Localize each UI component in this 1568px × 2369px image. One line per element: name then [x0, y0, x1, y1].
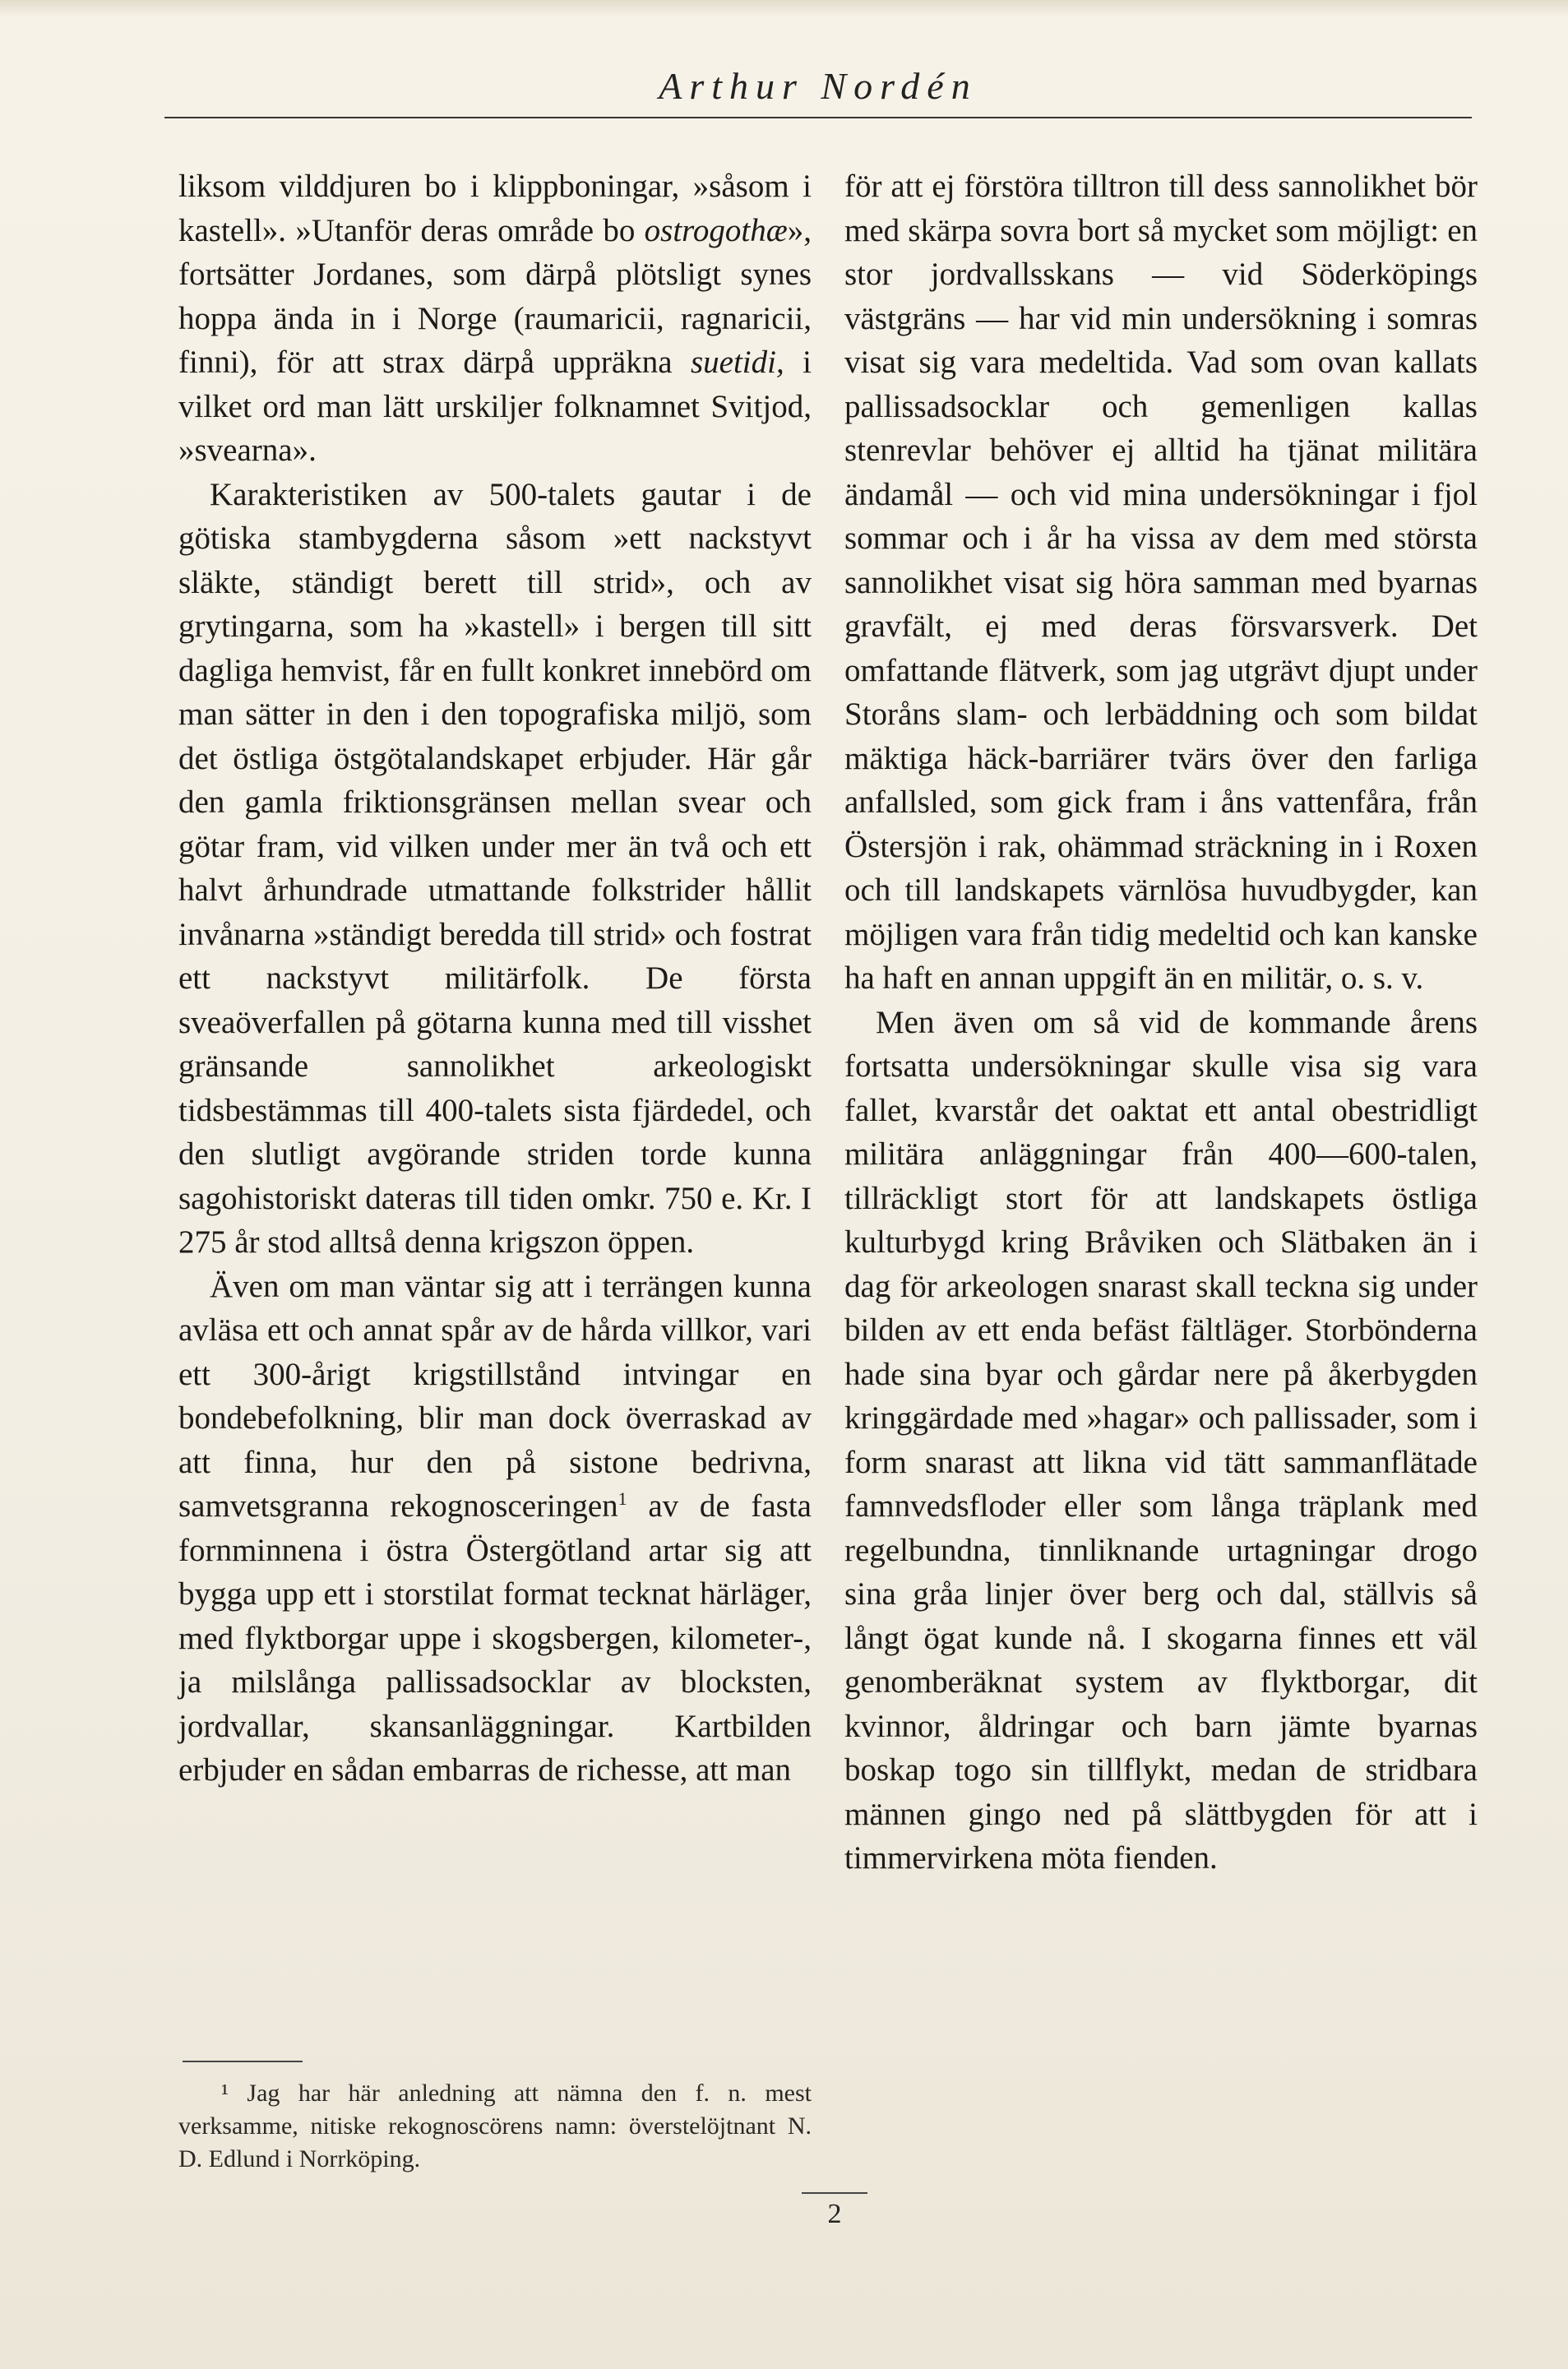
- left-paragraph-3: [178, 1265, 812, 1793]
- right-paragraph-1: för att ej förstöra tilltron till dess sannolikhet bör med skärpa sovra bort så mycket som möjligt: en stor jordvallsskans — vid Söderköpings västgräns — har vid min undersökning i somras visat sig vara medeltida. Vad som ovan kallats pallissadsocklar och gemenligen kallas stenrevlar behöver ej alltid ha tjänat militära ändamål — och vid mina undersökningar i fjol sommar och i år ha vissa av dem med största sannolikhet visat sig höra samman med byarnas gravfält, ej med deras försvarsverk. Det omfattande flätverk, som jag utgrävt djupt under Storåns slam- och lerbäddning och som bildat mäktiga häck-barriärer tvärs över den farliga anfallsled, som gick fram i åns vattenfåra, från Östersjön i rak, ohämmad sträckning in i Roxen och till landskapets värnlösa huvudbygder, kan möjligen vara från tidig medeltid och kan kanske ha haft en annan uppgift än en militär, o. s. v.: [844, 169, 1478, 996]
- italic-term: suetidi,: [690, 345, 784, 380]
- italic-term: ostrogothæ: [644, 212, 788, 248]
- left-paragraph-2: Karakteristiken av 500-talets gautar i de götiska stambygderna såsom »ett nackstyvt släkte, ständigt berett till strid», och av grytingarna, som ha »kastell» i bergen till sitt dagliga hemvist, får en fullt konkret innebörd om man sätter in den i den topografiska miljö, som det östliga östgötalandskapet erbjuder. Här går den gamla friktionsgränsen mellan svear och götar fram, vid vilken under mer än två och ett halvt århundrade utmattande folkstrider hållit invånarna »ständigt beredda till strid» och fostrat ett nackstyvt militärfolk. De första sveaöverfallen på götarna kunna med till visshet gränsande sannolikhet arkeologiskt tidsbestämmas till 400-talets sista fjärdedel, och den slutligt avgörande striden torde kunna sagohistoriskt dateras till tiden omkr. 750 e. Kr. I 275 år stod alltså denna krigszon öppen.: [178, 476, 812, 1260]
- footnote-rule: [183, 2061, 303, 2062]
- header-rule: [164, 117, 1472, 118]
- left-paragraph-3-cont: av de fasta fornminnena i östra Östergötland artar sig att bygga upp ett i storstilat format tecknat härläger, med flyktborgar uppe i skogsbergen, kilometer-, ja milslånga pallissadsocklar av blocksten, jordvallar, skansanläggningar. Kartbilden erbjuder en sådan embarras de richesse, att man: [178, 1488, 812, 1788]
- running-header: [164, 64, 1472, 123]
- left-paragraph-1-text: liksom vilddjuren bo i klippboningar, »såsom i kastell». »Utanför deras område bo ostrogothæ», fortsätter Jordanes, som därpå plötsligt synes hoppa ända in i Norge (raumaricii, ragnaricii, finni), för att strax därpå uppräkna suetidi, i vilket ord man lätt urskiljer folknamnet Svitjod, »svearna».: [178, 169, 812, 468]
- page-number: 2: [827, 2199, 842, 2229]
- footnote-marker: 1: [617, 1488, 627, 1509]
- right-paragraph-2: Men även om så vid de kommande årens fortsatta undersökningar skulle visa sig vara fallet, kvarstår det oaktat ett antal obestridligt militära anläggningar från 400—600-talen, tillräckligt stort för att landskapets östliga kulturbygd kring Bråviken och Slätbaken än i dag för arkeologen snarast skall teckna sig under bilden av ett enda befäst fältläger. Storbönderna hade sina byar och gårdar nere på åkerbygden kringgärdade med »hagar» och pallissader, som i form snarast att likna vid tätt sammanflätade famnvedsfloder eller som långa träplank med regelbundna, tinnliknande urtagningar drogo sina gråa linjer över berg och dal, ställvis så långt ögat kunde nå. I skogarna finnes ett väl genomberäknat system av flyktborgar, dit kvinnor, åldringar och barn jämte byarnas boskap togo sin tillflykt, medan de stridbara männen gingo ned på slättbygden för att i timmervirkena möta fienden.: [844, 1004, 1478, 1876]
- header-title: Arthur Nordén: [659, 65, 978, 107]
- page-number-rule: [802, 2192, 867, 2194]
- left-paragraph-3-text: Även om man väntar sig att i terrängen kunna avläsa ett och annat spår av de hårda villkor, vari ett 300-årigt krigstillstånd intvingar en bondebefolkning, blir man dock överraskad av att finna, hur den på sistone bedrivna, samvetsgranna rekognosceringen: [178, 1268, 812, 1524]
- left-paragraph-1: [178, 164, 812, 473]
- right-column: [844, 164, 1478, 1881]
- footnote-text: ¹ Jag har här anledning att nämna den f. n. mest verksamme, nitiske rekognoscörens namn: överstelöjtnant N. D. Edlund i Norrköping.: [178, 2080, 812, 2172]
- left-column: [178, 164, 812, 1793]
- footnote: [178, 2077, 812, 2176]
- page-edge-shadow: [0, 0, 1568, 18]
